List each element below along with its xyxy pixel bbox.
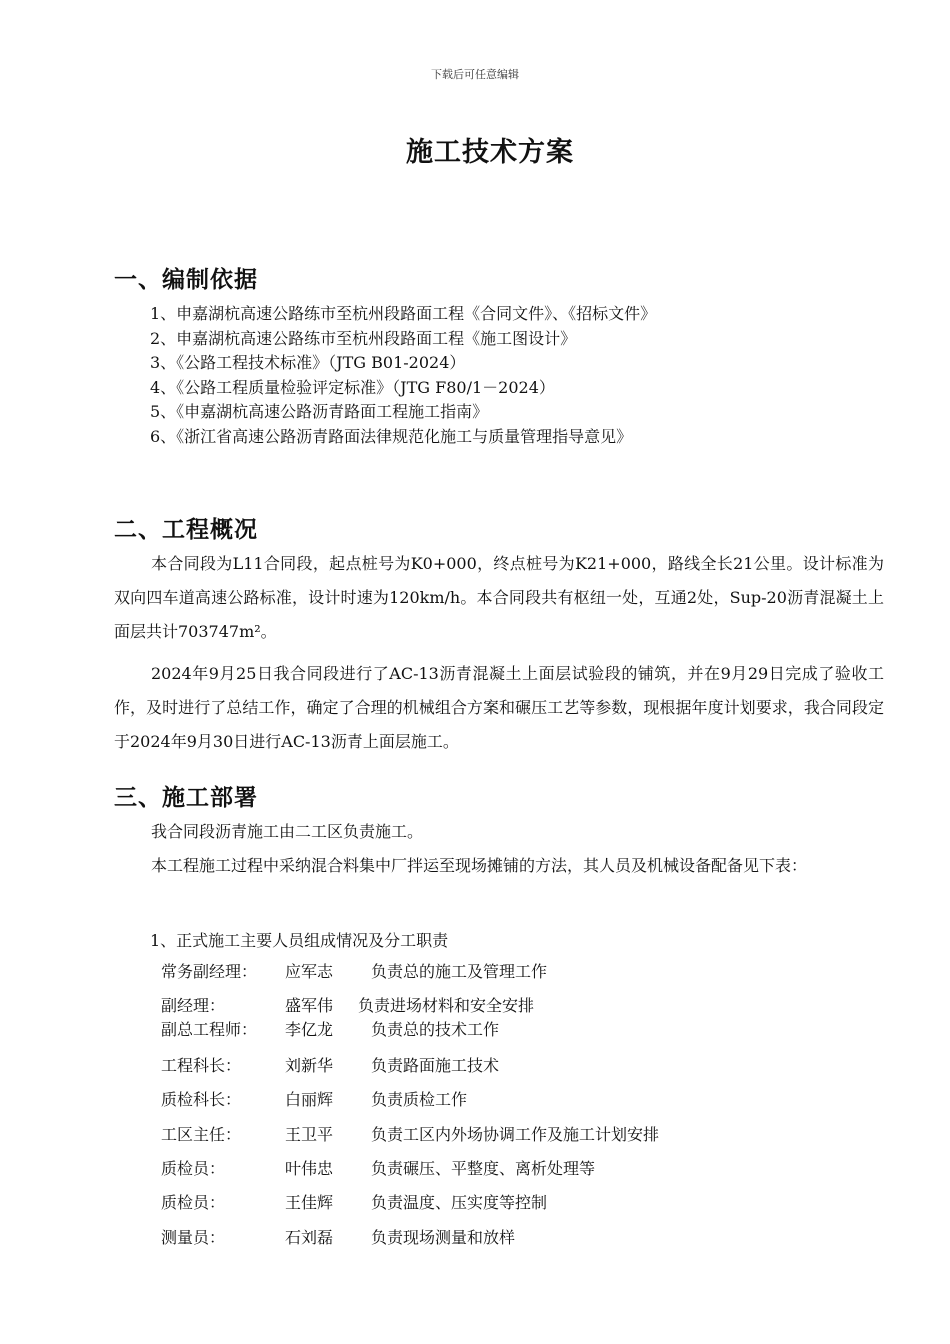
staff-name: 李亿龙 <box>285 1020 334 1039</box>
reference-item: 5、《申嘉湖杭高速公路沥青路面工程施工指南》 <box>150 402 489 422</box>
staff-role: 质检员： <box>161 1193 226 1212</box>
document-title: 施工技术方案 <box>406 137 574 168</box>
reference-item: 6、《浙江省高速公路沥青路面法律规范化施工与质量管理指导意见》 <box>150 426 633 446</box>
reference-list <box>150 302 656 450</box>
section-heading-overview: 二、工程概况 <box>114 516 258 543</box>
staff-subheading: 1、正式施工主要人员组成情况及分工职责 <box>150 931 449 950</box>
header-note: 下载后可任意编辑 <box>431 68 519 81</box>
reference-item: 3、《公路工程技术标准》（JTG B01-2024） <box>150 353 466 373</box>
staff-duty: 负责路面施工技术 <box>371 1056 500 1075</box>
staff-name: 王卫平 <box>285 1125 334 1144</box>
section-heading-basis: 一、编制依据 <box>114 266 258 293</box>
staff-duty: 负责温度、压实度等控制 <box>371 1193 548 1212</box>
reference-item: 4、《公路工程质量检验评定标准》（JTG F80/1－2024） <box>150 377 555 397</box>
overview-paragraph-1: 本合同段为L11合同段，起点桩号为K0+000，终点桩号为K21+000，路线全长21公里。设计标准为双向四车道高速公路标准，设计时速为120km/h。本合同段共有枢纽一处，互通2处，Sup-20沥青混凝土上面层共计703747m²。 <box>114 554 884 641</box>
staff-name: 石刘磊 <box>285 1228 334 1247</box>
staff-role: 质检员： <box>161 1159 226 1178</box>
deployment-paragraph-1: 我合同段沥青施工由二工区负责施工。 <box>151 822 424 841</box>
staff-duty: 负责现场测量和放样 <box>371 1228 516 1247</box>
staff-name: 白丽辉 <box>285 1090 334 1109</box>
staff-name: 王佳辉 <box>285 1193 334 1212</box>
overview-paragraph-2: 2024年9月25日我合同段进行了AC-13沥青混凝土上面层试验段的铺筑，并在9月29日完成了验收工作，及时进行了总结工作，确定了合理的机械组合方案和碾压工艺等参数，现根据年度计划要求，我合同段定于2024年9月30日进行AC-13沥青上面层施工。 <box>114 664 884 751</box>
staff-role: 质检科长： <box>161 1090 242 1109</box>
staff-duty: 负责碾压、平整度、离析处理等 <box>371 1159 596 1178</box>
staff-name: 刘新华 <box>285 1056 334 1075</box>
staff-role: 副经理： <box>161 996 226 1015</box>
reference-item: 2、申嘉湖杭高速公路练市至杭州段路面工程《施工图设计》 <box>150 328 577 348</box>
staff-role: 常务副经理： <box>161 962 258 981</box>
staff-duty: 负责工区内外场协调工作及施工计划安排 <box>371 1125 660 1144</box>
staff-name: 叶伟忠 <box>285 1159 334 1178</box>
staff-name: 盛军伟 <box>285 996 334 1015</box>
staff-role: 副总工程师： <box>161 1020 258 1039</box>
section-heading-deployment: 三、施工部署 <box>114 784 258 811</box>
staff-duty: 负责质检工作 <box>371 1090 468 1109</box>
staff-name: 应军志 <box>285 962 334 981</box>
staff-role: 工程科长： <box>161 1056 242 1075</box>
staff-role: 测量员： <box>161 1228 226 1247</box>
staff-role: 工区主任： <box>161 1125 242 1144</box>
reference-item: 1、申嘉湖杭高速公路练市至杭州段路面工程《合同文件》、《招标文件》 <box>150 304 657 323</box>
staff-duty: 负责总的技术工作 <box>371 1020 500 1039</box>
staff-duty: 负责总的施工及管理工作 <box>371 962 548 981</box>
staff-duty: 负责进场材料和安全安排 <box>358 996 535 1015</box>
deployment-paragraph-2: 本工程施工过程中采纳混合料集中厂拌运至现场摊铺的方法，其人员及机械设备配备见下表： <box>151 856 808 875</box>
